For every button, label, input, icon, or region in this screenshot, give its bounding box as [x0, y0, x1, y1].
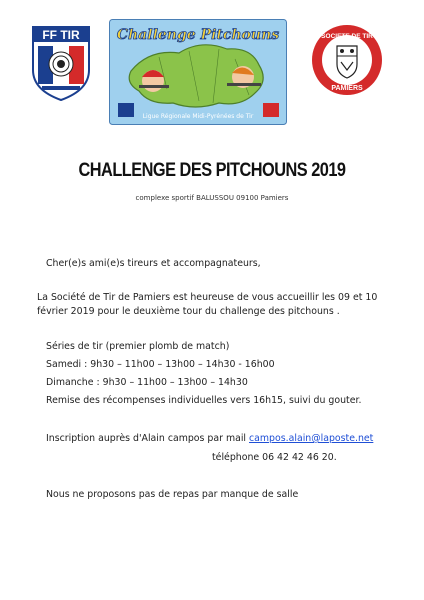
challenge-pitchouns-map-icon — [109, 19, 287, 125]
fftir-logo — [30, 24, 92, 102]
email-link[interactable]: campos.alain@laposte.net — [249, 433, 374, 444]
center-logo-title: Challenge Pitchouns — [116, 27, 280, 43]
awards-note: Remise des récompenses individuelles vers 16h15, suivi du gouter. — [46, 395, 362, 406]
intro-paragraph: La Société de Tir de Pamiers est heureuse de vous accueillir les 09 et 10 février 2019 pour le deuxième tour du challenge des pitchouns . — [37, 292, 378, 317]
pamiers-seal-icon — [311, 24, 383, 96]
center-logo-caption: Ligue Régionale Midi-Pyrénées de Tir — [142, 113, 254, 120]
schedule-heading: Séries de tir (premier plomb de match) — [46, 341, 230, 352]
schedule-block — [46, 338, 361, 410]
contact-line — [46, 430, 373, 448]
venue-subtitle: complexe sportif BALUSSOU 09100 Pamiers — [135, 194, 289, 202]
meal-note: Nous ne proposons pas de repas par manque de salle — [46, 489, 299, 500]
fftir-shield-logo — [30, 24, 92, 102]
right-logo-bottom-text: PAMIERS — [331, 85, 363, 92]
schedule-saturday: Samedi : 9h30 – 11h00 – 13h00 – 14h30 - 16h00 — [46, 359, 275, 370]
societe-tir-pamiers-logo — [311, 24, 383, 96]
right-logo-top-text: SOCIETE DE TIR — [321, 33, 373, 40]
greeting: Cher(e)s ami(e)s tireurs et accompagnateurs, — [46, 258, 261, 269]
phone-line: téléphone 06 42 42 46 20. — [212, 452, 337, 463]
fftir-logo-text: FF TIR — [42, 28, 80, 42]
contact-text: Inscription auprès d'Alain campos par mail — [46, 433, 250, 444]
page-title: CHALLENGE DES PITCHOUNS 2019 — [78, 160, 346, 181]
challenge-pitchouns-logo — [109, 19, 287, 125]
schedule-sunday: Dimanche : 9h30 – 11h00 – 13h00 – 14h30 — [46, 377, 248, 388]
